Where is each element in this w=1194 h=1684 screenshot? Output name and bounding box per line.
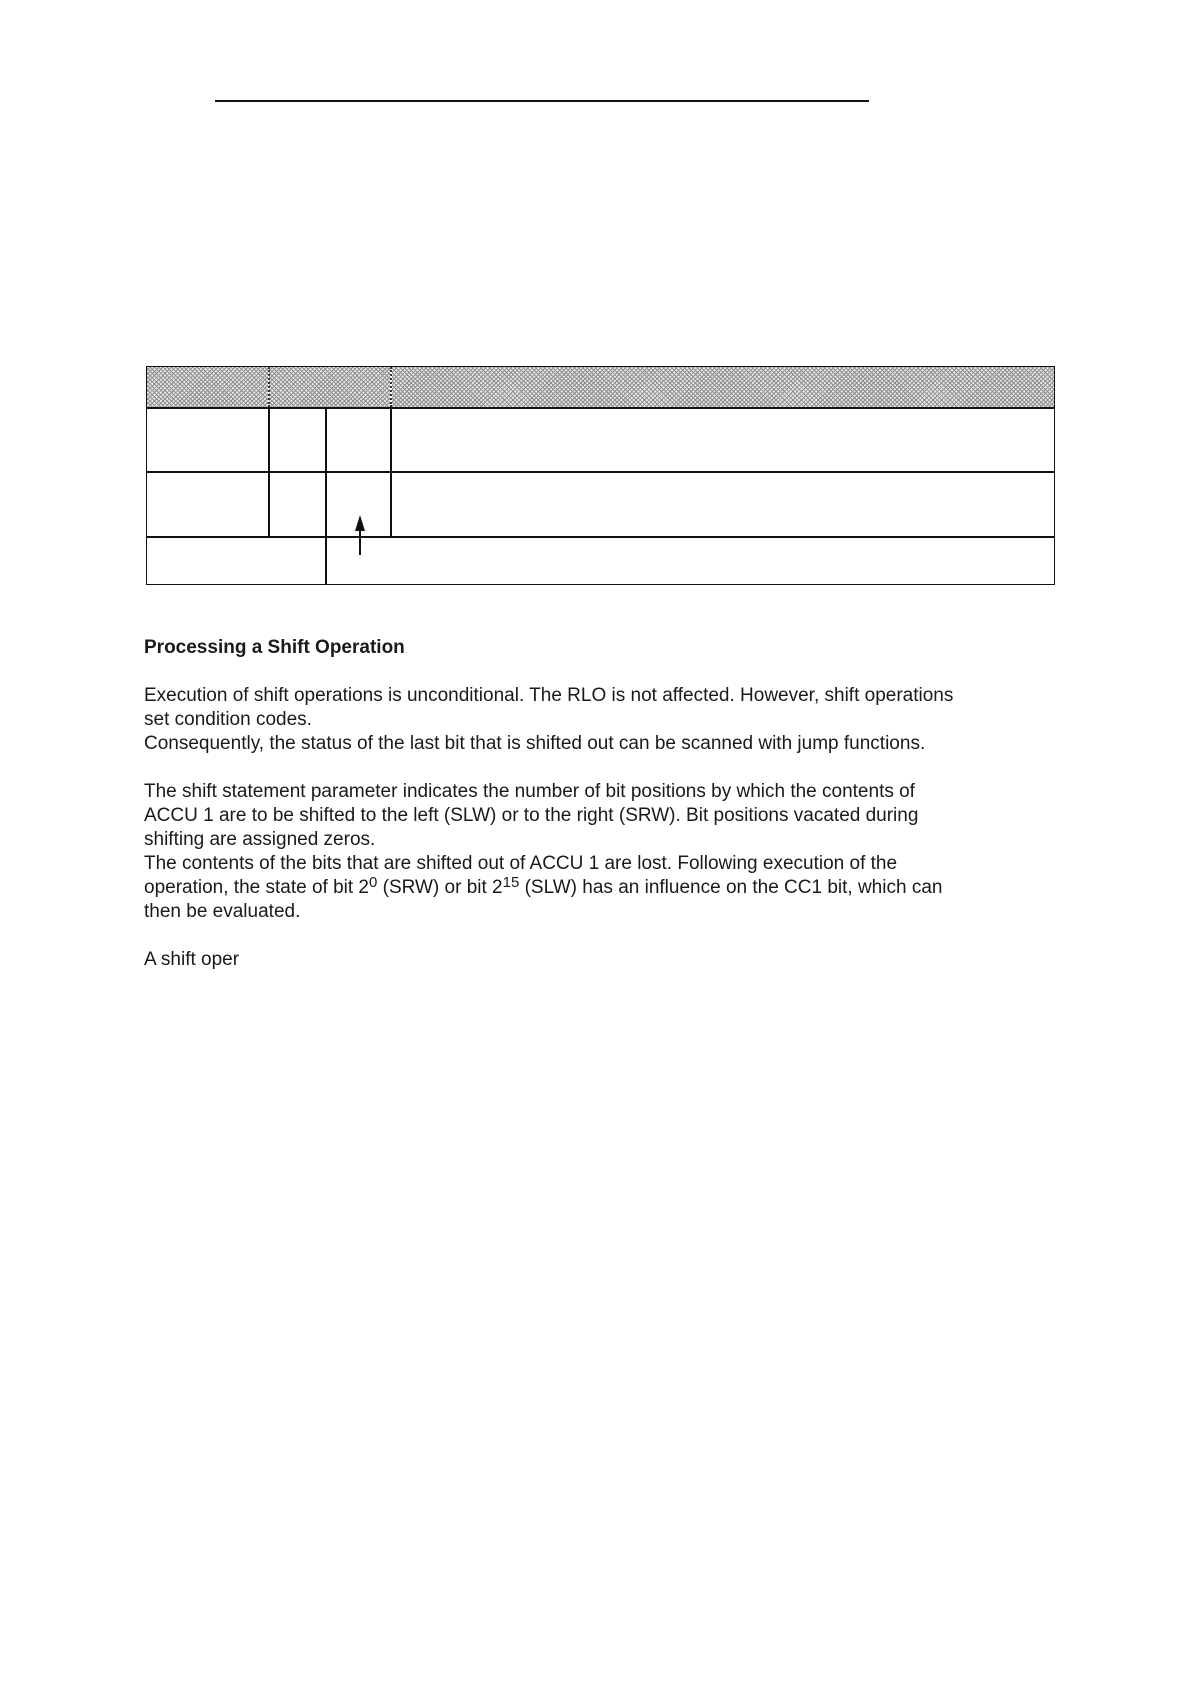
text-line: Execution of shift operations is unconditional. The RLO is not affected. However, shift operations	[144, 685, 954, 706]
text-line: operation, the state of bit 2	[144, 877, 369, 898]
text-line: (SLW) has an influence on the CC1 bit, which can	[519, 877, 943, 898]
text-line: then be evaluated.	[144, 901, 301, 922]
arrow-shaft	[359, 529, 361, 555]
table-header-separator-1	[268, 367, 270, 407]
paragraph-shift-parameter	[144, 780, 1044, 924]
paragraph-shift-truncated	[144, 948, 1044, 972]
exponent: 0	[369, 874, 378, 891]
table-row-divider-2	[147, 536, 1054, 538]
text-line: (SRW) or bit 2	[377, 877, 503, 898]
table-column-divider-2	[325, 407, 327, 584]
operations-table	[146, 366, 1055, 585]
header-rule	[215, 100, 869, 102]
table-column-divider-3	[390, 407, 392, 536]
document-body	[144, 636, 1044, 996]
text-line: set condition codes.	[144, 709, 312, 730]
table-header-cell-2	[269, 367, 390, 407]
table-header-cell-1	[147, 367, 268, 407]
text-line: A shift oper	[144, 949, 240, 970]
text-line: Consequently, the status of the last bit that is shifted out can be scanned with jump functions.	[144, 733, 926, 754]
section-title: Processing a Shift Operation	[144, 637, 405, 658]
text-line: ACCU 1 are to be shifted to the left (SLW) or to the right (SRW). Bit positions vacated during	[144, 805, 919, 826]
table-row-divider-1	[147, 471, 1054, 473]
paragraph-shift-execution	[144, 684, 1044, 756]
text-line: shifting are assigned zeros.	[144, 829, 376, 850]
table-header-divider	[147, 407, 1054, 409]
text-line: The contents of the bits that are shifted out of ACCU 1 are lost. Following execution of the	[144, 853, 898, 874]
table-column-divider-1	[268, 407, 270, 536]
exponent: 15	[502, 874, 520, 891]
table-header-cell-3	[392, 367, 1054, 407]
table-header-separator-2	[390, 367, 392, 407]
text-line: The shift statement parameter indicates the number of bit positions by which the contents of	[144, 781, 915, 802]
